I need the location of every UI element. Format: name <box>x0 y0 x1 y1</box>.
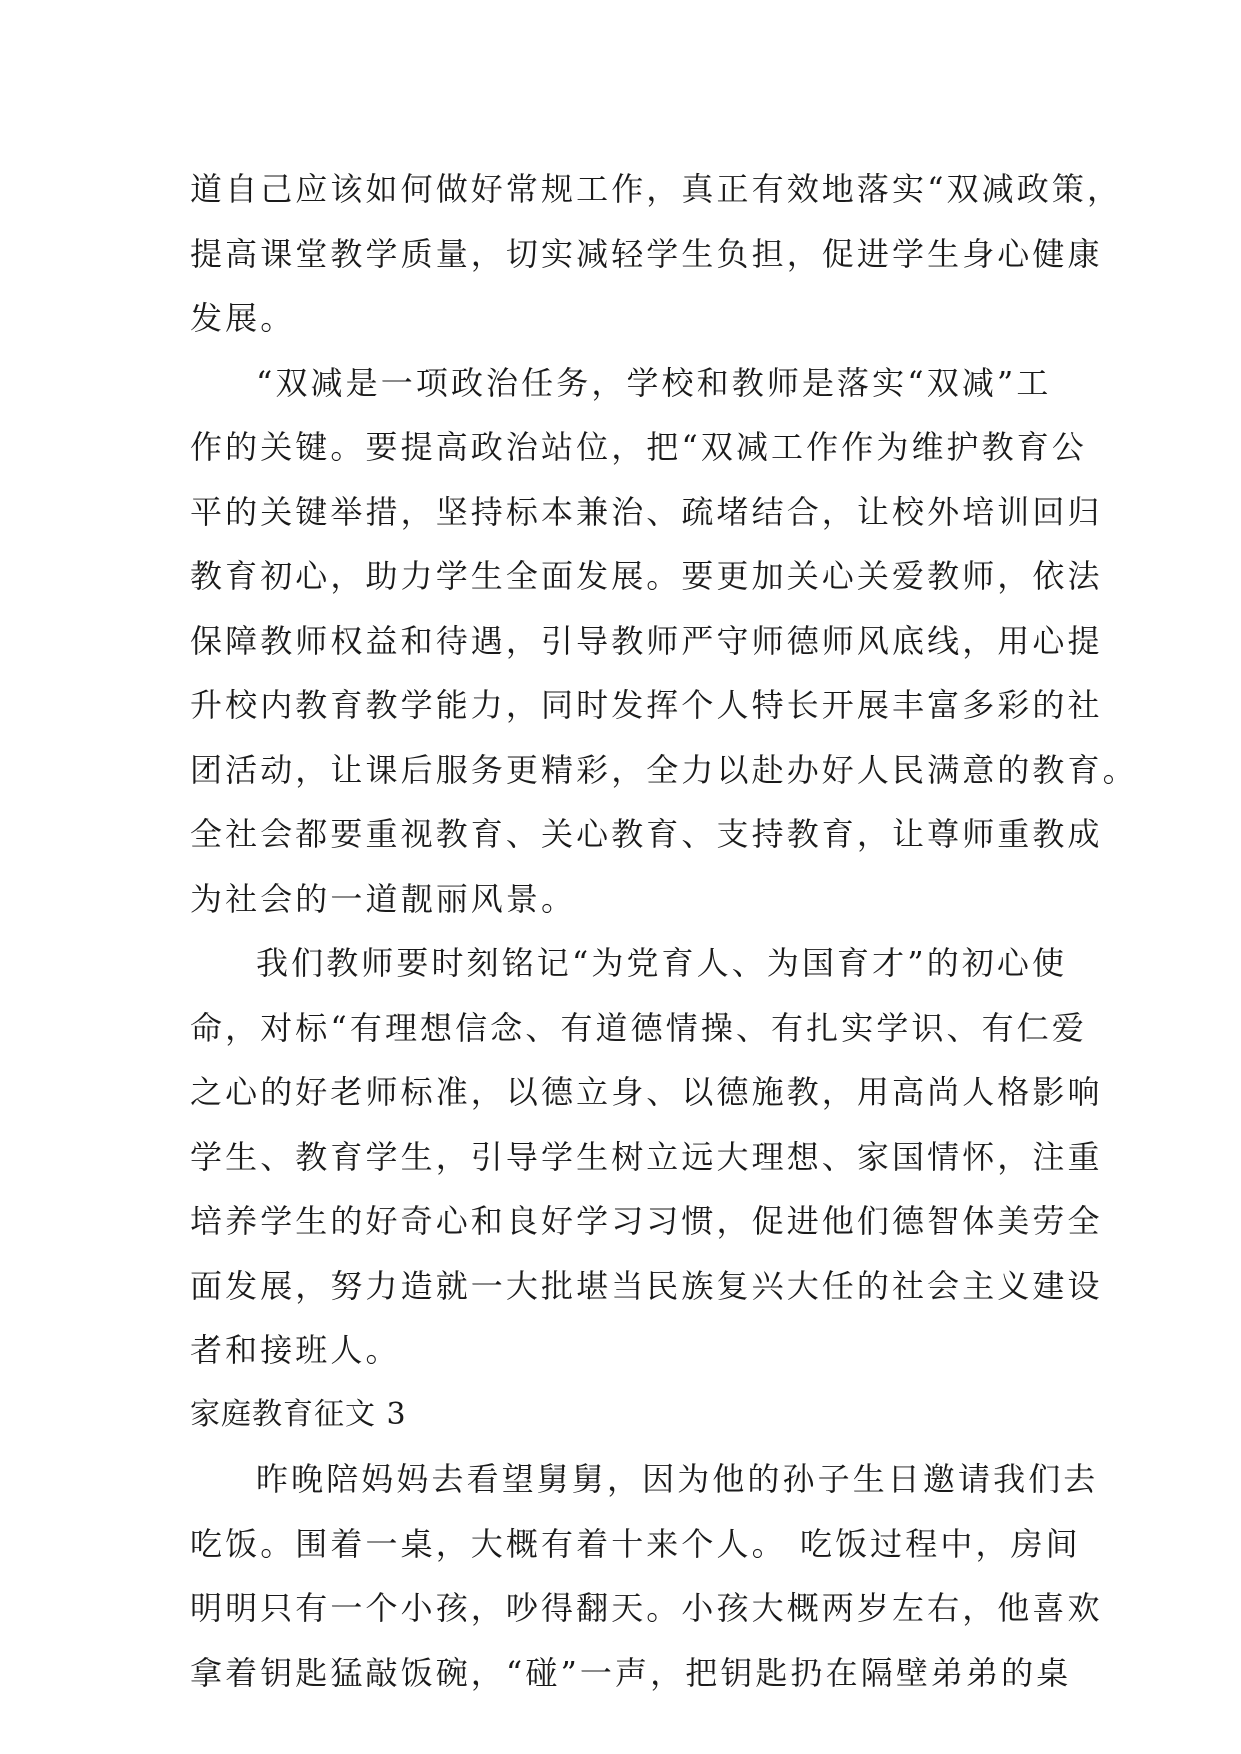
document-body <box>190 157 1138 1705</box>
text-line: 发展。 <box>190 299 296 337</box>
text-line: 为社会的一道靓丽风景。 <box>190 879 577 918</box>
text-line: 学生、教育学生，引导学生树立远大理想、家国情怀，注重 <box>190 1137 1103 1176</box>
paragraph-start-line: 我们教师要时刻铭记“为党育人、为国育才”的初心使 <box>256 944 1068 982</box>
text-line: 道自己应该如何做好常规工作，真正有效地落实“双减政策， <box>190 170 1123 208</box>
text-line: 吃饭。围着一桌，大概有着十来个人。 吃饭过程中，房间 <box>190 1524 1081 1563</box>
text-line: 平的关键举措，坚持标本兼治、疏堵结合，让校外培训回归 <box>190 492 1103 531</box>
text-line: 明明只有一个小孩，吵得翻天。小孩大概两岁左右，他喜欢 <box>190 1589 1103 1627</box>
text-line: 提高课堂教学质量，切实减轻学生负担，促进学生身心健康 <box>190 234 1103 273</box>
text-line: 者和接班人。 <box>190 1331 401 1369</box>
text-line: 团活动，让课后服务更精彩，全力以赴办好人民满意的教育。 <box>190 750 1138 789</box>
section-heading: 家庭教育征文 3 <box>190 1396 407 1432</box>
text-line: 面发展，努力造就一大批堪当民族复兴大任的社会主义建设 <box>190 1266 1103 1305</box>
text-line: 升校内教育教学能力，同时发挥个人特长开展丰富多彩的社 <box>190 686 1103 724</box>
paragraph-start-line: “双减是一项政治任务，学校和教师是落实“双减”工 <box>256 363 1052 402</box>
text-line: 教育初心，助力学生全面发展。要更加关心关爱教师，依法 <box>190 557 1103 595</box>
text-line: 命，对标“有理想信念、有道德情操、有扎实学识、有仁爱 <box>190 1008 1087 1047</box>
text-line: 全社会都要重视教育、关心教育、支持教育，让尊师重教成 <box>190 815 1103 853</box>
text-line: 作的关键。要提高政治站位，把“双减工作作为维护教育公 <box>190 428 1087 466</box>
text-line: 之心的好老师标准，以德立身、以德施教，用高尚人格影响 <box>190 1073 1103 1111</box>
text-line: 培养学生的好奇心和良好学习习惯，促进他们德智体美劳全 <box>190 1202 1103 1240</box>
text-line: 保障教师权益和待遇，引导教师严守师德师风底线，用心提 <box>190 621 1103 660</box>
paragraph-start-line: 昨晚陪妈妈去看望舅舅，因为他的孙子生日邀请我们去 <box>256 1460 1099 1498</box>
text-line: 拿着钥匙猛敲饭碗，“碰”一声，把钥匙扔在隔壁弟弟的桌 <box>190 1653 1072 1692</box>
